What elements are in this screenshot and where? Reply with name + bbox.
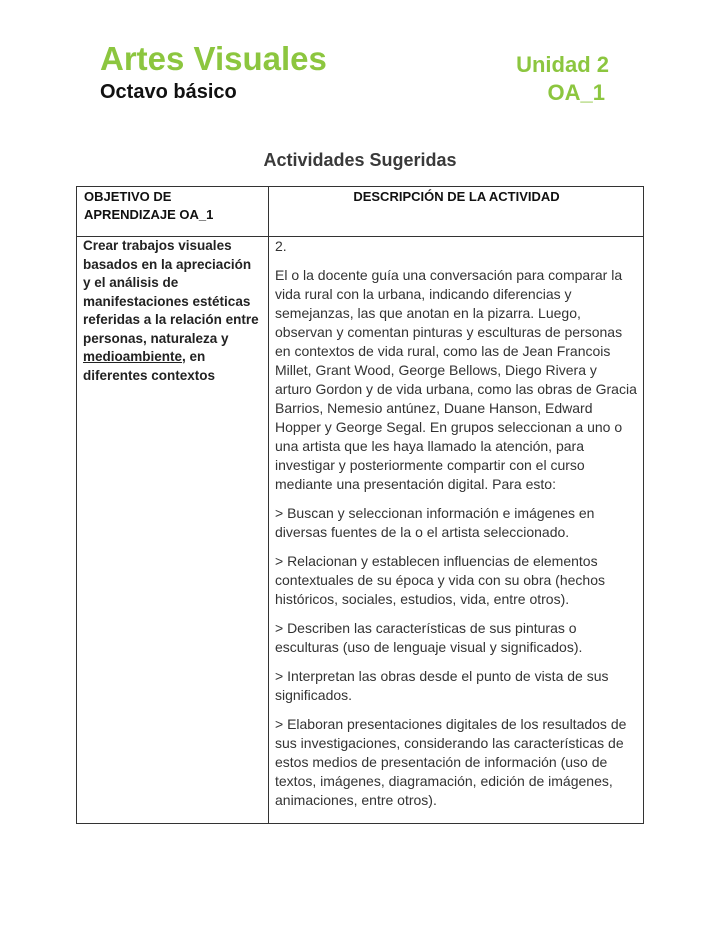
objective-text-underlined: medioambiente [83,349,183,364]
section-title: Actividades Sugeridas [263,150,457,170]
page-subtitle: Octavo básico [100,81,237,103]
page-title: Artes Visuales [100,40,327,77]
activity-step: > Buscan y seleccionan información e imágenes en diversas fuentes de la o el artista seleccionado. [275,505,595,540]
objective-text-before: Crear trabajos visuales basados en la apreciación y el análisis de manifestaciones estéticas referidas a la relación entre personas, naturaleza y [83,238,259,346]
objective-header-line1: OBJETIVO DE [84,189,172,204]
objective-cell [77,237,269,824]
activity-number: 2. [275,238,287,254]
activity-step: > Describen las características de sus pinturas o esculturas (uso de lenguaje visual y significados). [275,620,583,655]
activity-step: > Elaboran presentaciones digitales de los resultados de sus investigaciones, considerando las características de estos medios de presentación de información (uso de textos, imágenes, diagramación, edición de imágenes, animaciones, entre otros). [275,716,627,808]
description-header: DESCRIPCIÓN DE LA ACTIVIDAD [269,187,644,237]
objective-header [77,187,269,237]
objective-text-after: , en diferentes contextos [83,349,216,383]
description-cell [269,237,644,824]
activity-step: > Relacionan y establecen influencias de elementos contextuales de su época y vida con su obra (hechos históricos, sociales, estudios, vida, entre otros). [275,553,605,607]
table-row [77,237,644,824]
unit-label: Unidad 2 [516,52,609,77]
oa-label: OA_1 [547,80,605,105]
table-header-row [77,187,644,237]
activity-step: > Interpretan las obras desde el punto de vista de sus significados. [275,668,609,703]
activity-intro: El o la docente guía una conversación para comparar la vida rural con la urbana, indicando diferencias y semejanzas, las que anotan en la pizarra. Luego, observan y comentan pinturas y esculturas de personas en contextos de vida rural, como las de Jean Francois Millet, Grant Wood, George Bellows, Diego Rivera y arturo Gordon y de vida urbana, como las obras de Gracia Barrios, Nemesio antúnez, Duane Hanson, Edward Hopper y George Segal. En grupos seleccionan a uno o una artista que les haya llamado la atención, para investigar y posteriormente compartir con el curso mediante una presentación digital. Para esto: [275,267,637,492]
activities-table [76,186,644,824]
objective-header-line2: APRENDIZAJE OA_1 [84,207,214,222]
